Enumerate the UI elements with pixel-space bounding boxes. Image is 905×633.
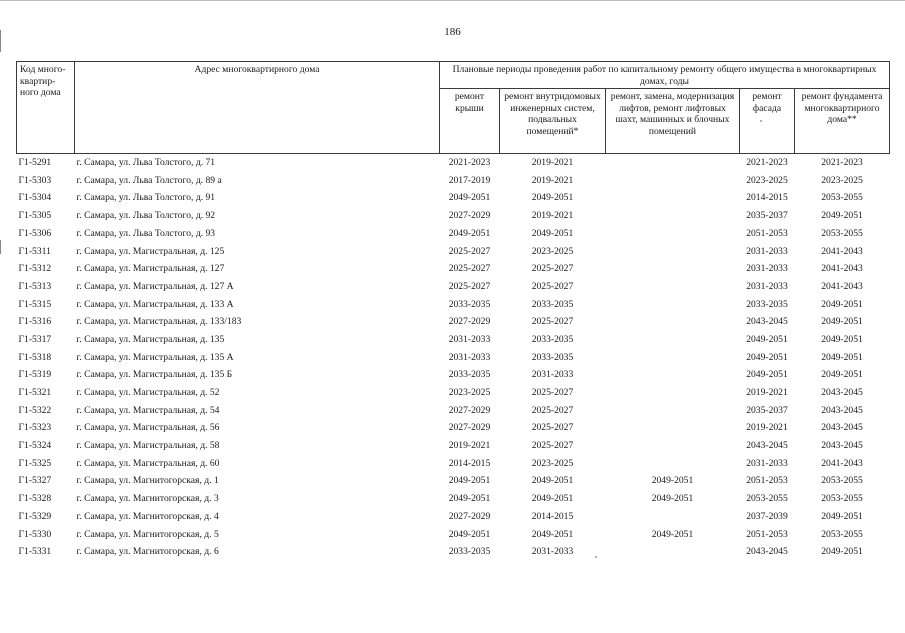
cell-internal: 2049-2051	[531, 475, 574, 487]
cell-internal: 2033-2035	[531, 333, 574, 345]
cell-elevator	[606, 437, 740, 455]
cell-code: Г1-5303	[18, 174, 52, 186]
cell-foundation: 2043-2045	[821, 387, 863, 399]
table-row	[17, 384, 890, 402]
cell-foundation: 2053-2055	[821, 227, 863, 239]
cell-roof: 2049-2051	[448, 192, 491, 204]
cell-code: Г1-5304	[18, 192, 52, 204]
cell-internal: 2025-2027	[531, 422, 574, 434]
table-row	[17, 543, 890, 561]
cell-internal: 2025-2027	[531, 263, 574, 275]
table-row	[17, 331, 890, 349]
cell-foundation: 2041-2043	[821, 457, 863, 469]
cell-internal: 2014-2015	[531, 510, 574, 522]
cell-code: Г1-5313	[18, 280, 52, 292]
cell-foundation: 2021-2023	[821, 157, 863, 169]
header-code: Код много-квартир-ного дома	[17, 62, 75, 154]
cell-elevator	[606, 242, 740, 260]
cell-internal: 2025-2027	[531, 440, 574, 452]
cell-foundation: 2049-2051	[821, 316, 863, 328]
cell-internal: 2019-2021	[531, 174, 574, 186]
cell-facade: 2043-2045	[746, 316, 788, 328]
cell-roof: 2027-2029	[448, 510, 491, 522]
cell-internal: 2033-2035	[531, 298, 574, 310]
table-row	[17, 207, 890, 225]
cell-facade: 2053-2055	[746, 493, 788, 505]
header-periods: Плановые периоды проведения работ по капитальному ремонту общего имущества в многоквартирных домах, годы	[440, 62, 890, 89]
cell-code: Г1-5331	[18, 546, 52, 558]
cell-address: г. Самара, ул. Магнитогорская, д. 6	[76, 546, 219, 558]
cell-internal: 2049-2051	[531, 192, 574, 204]
cell-address: г. Самара, ул. Льва Толстого, д. 71	[76, 157, 216, 169]
table-row	[17, 225, 890, 243]
cell-address: г. Самара, ул. Магистральная, д. 60	[76, 457, 220, 469]
cell-roof: 2019-2021	[448, 440, 491, 452]
cell-roof: 2017-2019	[448, 174, 491, 186]
cell-internal: 2025-2027	[531, 280, 574, 292]
cell-internal: 2025-2027	[531, 387, 574, 399]
cell-internal: 2033-2035	[531, 351, 574, 363]
cell-foundation: 2041-2043	[821, 263, 863, 275]
cell-elevator	[606, 543, 740, 561]
cell-internal: 2019-2021	[531, 210, 574, 222]
cell-roof: 2025-2027	[448, 280, 491, 292]
cell-elevator	[606, 172, 740, 190]
cell-address: г. Самара, ул. Магнитогорская, д. 4	[76, 510, 219, 522]
cell-address: г. Самара, ул. Магнитогорская, д. 1	[76, 475, 219, 487]
cell-facade: 2021-2023	[746, 157, 788, 169]
cell-elevator: 2049-2051	[651, 493, 694, 505]
cell-facade: 2049-2051	[746, 369, 788, 381]
cell-roof: 2049-2051	[448, 493, 491, 505]
cell-internal: 2049-2051	[531, 493, 574, 505]
cell-elevator	[606, 455, 740, 473]
header-elevators: ремонт, замена, модернизация лифтов, ремонт лифтовых шахт, машинных и блочных помещений	[606, 89, 740, 154]
cell-facade: 2019-2021	[746, 422, 788, 434]
cell-roof: 2033-2035	[448, 546, 491, 558]
cell-facade: 2037-2039	[746, 510, 788, 522]
cell-elevator	[606, 225, 740, 243]
cell-elevator	[606, 402, 740, 420]
cell-roof: 2027-2029	[448, 422, 491, 434]
table-row	[17, 508, 890, 526]
cell-code: Г1-5323	[18, 422, 52, 434]
cell-facade: 2031-2033	[746, 280, 788, 292]
cell-facade: 2049-2051	[746, 351, 788, 363]
cell-address: г. Самара, ул. Магистральная, д. 133/183	[76, 316, 242, 328]
cell-foundation: 2053-2055	[821, 528, 863, 540]
table-row	[17, 437, 890, 455]
cell-foundation: 2049-2051	[821, 298, 863, 310]
cell-code: Г1-5305	[18, 210, 52, 222]
cell-roof: 2027-2029	[448, 316, 491, 328]
cell-foundation: 2041-2043	[821, 280, 863, 292]
repair-schedule-table	[16, 61, 890, 561]
table-row	[17, 525, 890, 543]
cell-code: Г1-5330	[18, 528, 52, 540]
cell-facade: 2031-2033	[746, 457, 788, 469]
cell-address: г. Самара, ул. Льва Толстого, д. 89 а	[76, 174, 222, 186]
cell-elevator	[606, 313, 740, 331]
header-address: Адрес многоквартирного дома	[75, 62, 440, 154]
cell-foundation: 2023-2025	[821, 174, 863, 186]
table-row	[17, 172, 890, 190]
cell-address: г. Самара, ул. Магистральная, д. 135 А	[76, 351, 234, 363]
cell-elevator	[606, 189, 740, 207]
header-internal-systems: ремонт внутридомовых инженерных систем, подвальных помещений*	[500, 89, 606, 154]
cell-facade: 2033-2035	[746, 298, 788, 310]
cell-facade: 2014-2015	[746, 192, 788, 204]
cell-foundation: 2049-2051	[821, 351, 863, 363]
cell-address: г. Самара, ул. Магистральная, д. 125	[76, 245, 225, 257]
cell-internal: 2019-2021	[531, 157, 574, 169]
cell-roof: 2027-2029	[448, 404, 491, 416]
cell-address: г. Самара, ул. Магистральная, д. 135	[76, 333, 225, 345]
table-row	[17, 402, 890, 420]
cell-facade: 2051-2053	[746, 475, 788, 487]
cell-roof: 2021-2023	[448, 157, 491, 169]
cell-facade: 2051-2053	[746, 528, 788, 540]
table-row	[17, 472, 890, 490]
cell-code: Г1-5324	[18, 440, 52, 452]
table-row	[17, 419, 890, 437]
cell-internal: 2025-2027	[531, 316, 574, 328]
cell-foundation: 2049-2051	[821, 546, 863, 558]
cell-address: г. Самара, ул. Магистральная, д. 56	[76, 422, 220, 434]
cell-address: г. Самара, ул. Магистральная, д. 127	[76, 263, 225, 275]
cell-foundation: 2049-2051	[821, 333, 863, 345]
cell-foundation: 2041-2043	[821, 245, 863, 257]
cell-facade: 2031-2033	[746, 245, 788, 257]
cell-roof: 2031-2033	[448, 333, 491, 345]
cell-roof: 2025-2027	[448, 245, 491, 257]
cell-address: г. Самара, ул. Магнитогорская, д. 3	[76, 493, 219, 505]
table-row	[17, 313, 890, 331]
cell-code: Г1-5321	[18, 387, 52, 399]
cell-elevator	[606, 296, 740, 314]
cell-roof: 2049-2051	[448, 227, 491, 239]
cell-elevator	[606, 366, 740, 384]
cell-address: г. Самара, ул. Льва Толстого, д. 93	[76, 227, 216, 239]
table-row	[17, 278, 890, 296]
cell-elevator	[606, 331, 740, 349]
table-row	[17, 242, 890, 260]
cell-internal: 2031-2033	[531, 546, 574, 558]
cell-facade: 2035-2037	[746, 210, 788, 222]
cell-code: Г1-5315	[18, 298, 52, 310]
cell-facade: 2043-2045	[746, 546, 788, 558]
cell-address: г. Самара, ул. Магистральная, д. 133 А	[76, 298, 234, 310]
cell-code: Г1-5311	[18, 245, 51, 257]
cell-address: г. Самара, ул. Магнитогорская, д. 5	[76, 528, 219, 540]
cell-code: Г1-5312	[18, 263, 52, 275]
table-row	[17, 296, 890, 314]
cell-internal: 2049-2051	[531, 227, 574, 239]
header-roof: ремонт крыши	[440, 89, 500, 154]
cell-code: Г1-5319	[18, 369, 52, 381]
cell-elevator	[606, 419, 740, 437]
cell-elevator	[606, 384, 740, 402]
cell-foundation: 2053-2055	[821, 192, 863, 204]
table-header-row	[17, 62, 890, 89]
table-row	[17, 260, 890, 278]
cell-elevator	[606, 154, 740, 172]
cell-facade: 2049-2051	[746, 333, 788, 345]
cell-facade: 2043-2045	[746, 440, 788, 452]
cell-facade: 2031-2033	[746, 263, 788, 275]
cell-address: г. Самара, ул. Магистральная, д. 127 А	[76, 280, 234, 292]
header-foundation: ремонт фундамента многоквартирного дома**	[795, 89, 890, 154]
cell-code: Г1-5327	[18, 475, 52, 487]
cell-roof: 2033-2035	[448, 369, 491, 381]
page-top-border	[0, 0, 905, 1]
cell-code: Г1-5317	[18, 333, 52, 345]
table-row	[17, 490, 890, 508]
cell-elevator: 2049-2051	[651, 475, 694, 487]
cell-code: Г1-5318	[18, 351, 52, 363]
cell-elevator	[606, 260, 740, 278]
cell-code: Г1-5316	[18, 316, 52, 328]
cell-facade: 2051-2053	[746, 227, 788, 239]
table-row	[17, 366, 890, 384]
cell-elevator	[606, 508, 740, 526]
cell-roof: 2014-2015	[448, 457, 491, 469]
cell-roof: 2027-2029	[448, 210, 491, 222]
cell-code: Г1-5291	[18, 157, 52, 169]
cell-facade: 2023-2025	[746, 174, 788, 186]
cell-internal: 2025-2027	[531, 404, 574, 416]
cell-address: г. Самара, ул. Льва Толстого, д. 92	[76, 210, 216, 222]
cell-facade: 2019-2021	[746, 387, 788, 399]
cell-foundation: 2049-2051	[821, 210, 863, 222]
cell-roof: 2025-2027	[448, 263, 491, 275]
cell-address: г. Самара, ул. Льва Толстого, д. 91	[76, 192, 216, 204]
cell-elevator: 2049-2051	[651, 528, 694, 540]
cell-code: Г1-5322	[18, 404, 52, 416]
cell-elevator	[606, 349, 740, 367]
cell-code: Г1-5325	[18, 457, 52, 469]
cell-internal: 2023-2025	[531, 457, 574, 469]
cell-code: Г1-5306	[18, 227, 52, 239]
cell-elevator	[606, 207, 740, 225]
table-row	[17, 349, 890, 367]
table-body	[17, 154, 890, 561]
cell-internal: 2031-2033	[531, 369, 574, 381]
cell-roof: 2033-2035	[448, 298, 491, 310]
cell-elevator	[606, 278, 740, 296]
cell-facade: 2035-2037	[746, 404, 788, 416]
cell-address: г. Самара, ул. Магистральная, д. 58	[76, 440, 220, 452]
cell-roof: 2023-2025	[448, 387, 491, 399]
cell-foundation: 2049-2051	[821, 510, 863, 522]
cell-code: Г1-5328	[18, 493, 52, 505]
header-facade: ремонт фасада	[740, 89, 795, 154]
table-row	[17, 154, 890, 172]
page-number: 186	[444, 26, 461, 38]
cell-roof: 2031-2033	[448, 351, 491, 363]
scan-margin-mark	[0, 240, 1, 254]
cell-foundation: 2053-2055	[821, 493, 863, 505]
table-row	[17, 189, 890, 207]
cell-code: Г1-5329	[18, 510, 52, 522]
cell-roof: 2049-2051	[448, 475, 491, 487]
cell-foundation: 2053-2055	[821, 475, 863, 487]
cell-roof: 2049-2051	[448, 528, 491, 540]
cell-internal: 2049-2051	[531, 528, 574, 540]
cell-foundation: 2043-2045	[821, 422, 863, 434]
cell-internal: 2023-2025	[531, 245, 574, 257]
cell-foundation: 2043-2045	[821, 404, 863, 416]
cell-foundation: 2049-2051	[821, 369, 863, 381]
cell-address: г. Самара, ул. Магистральная, д. 54	[76, 404, 220, 416]
table-row	[17, 455, 890, 473]
cell-address: г. Самара, ул. Магистральная, д. 52	[76, 387, 220, 399]
cell-foundation: 2043-2045	[821, 440, 863, 452]
cell-address: г. Самара, ул. Магистральная, д. 135 Б	[76, 369, 233, 381]
